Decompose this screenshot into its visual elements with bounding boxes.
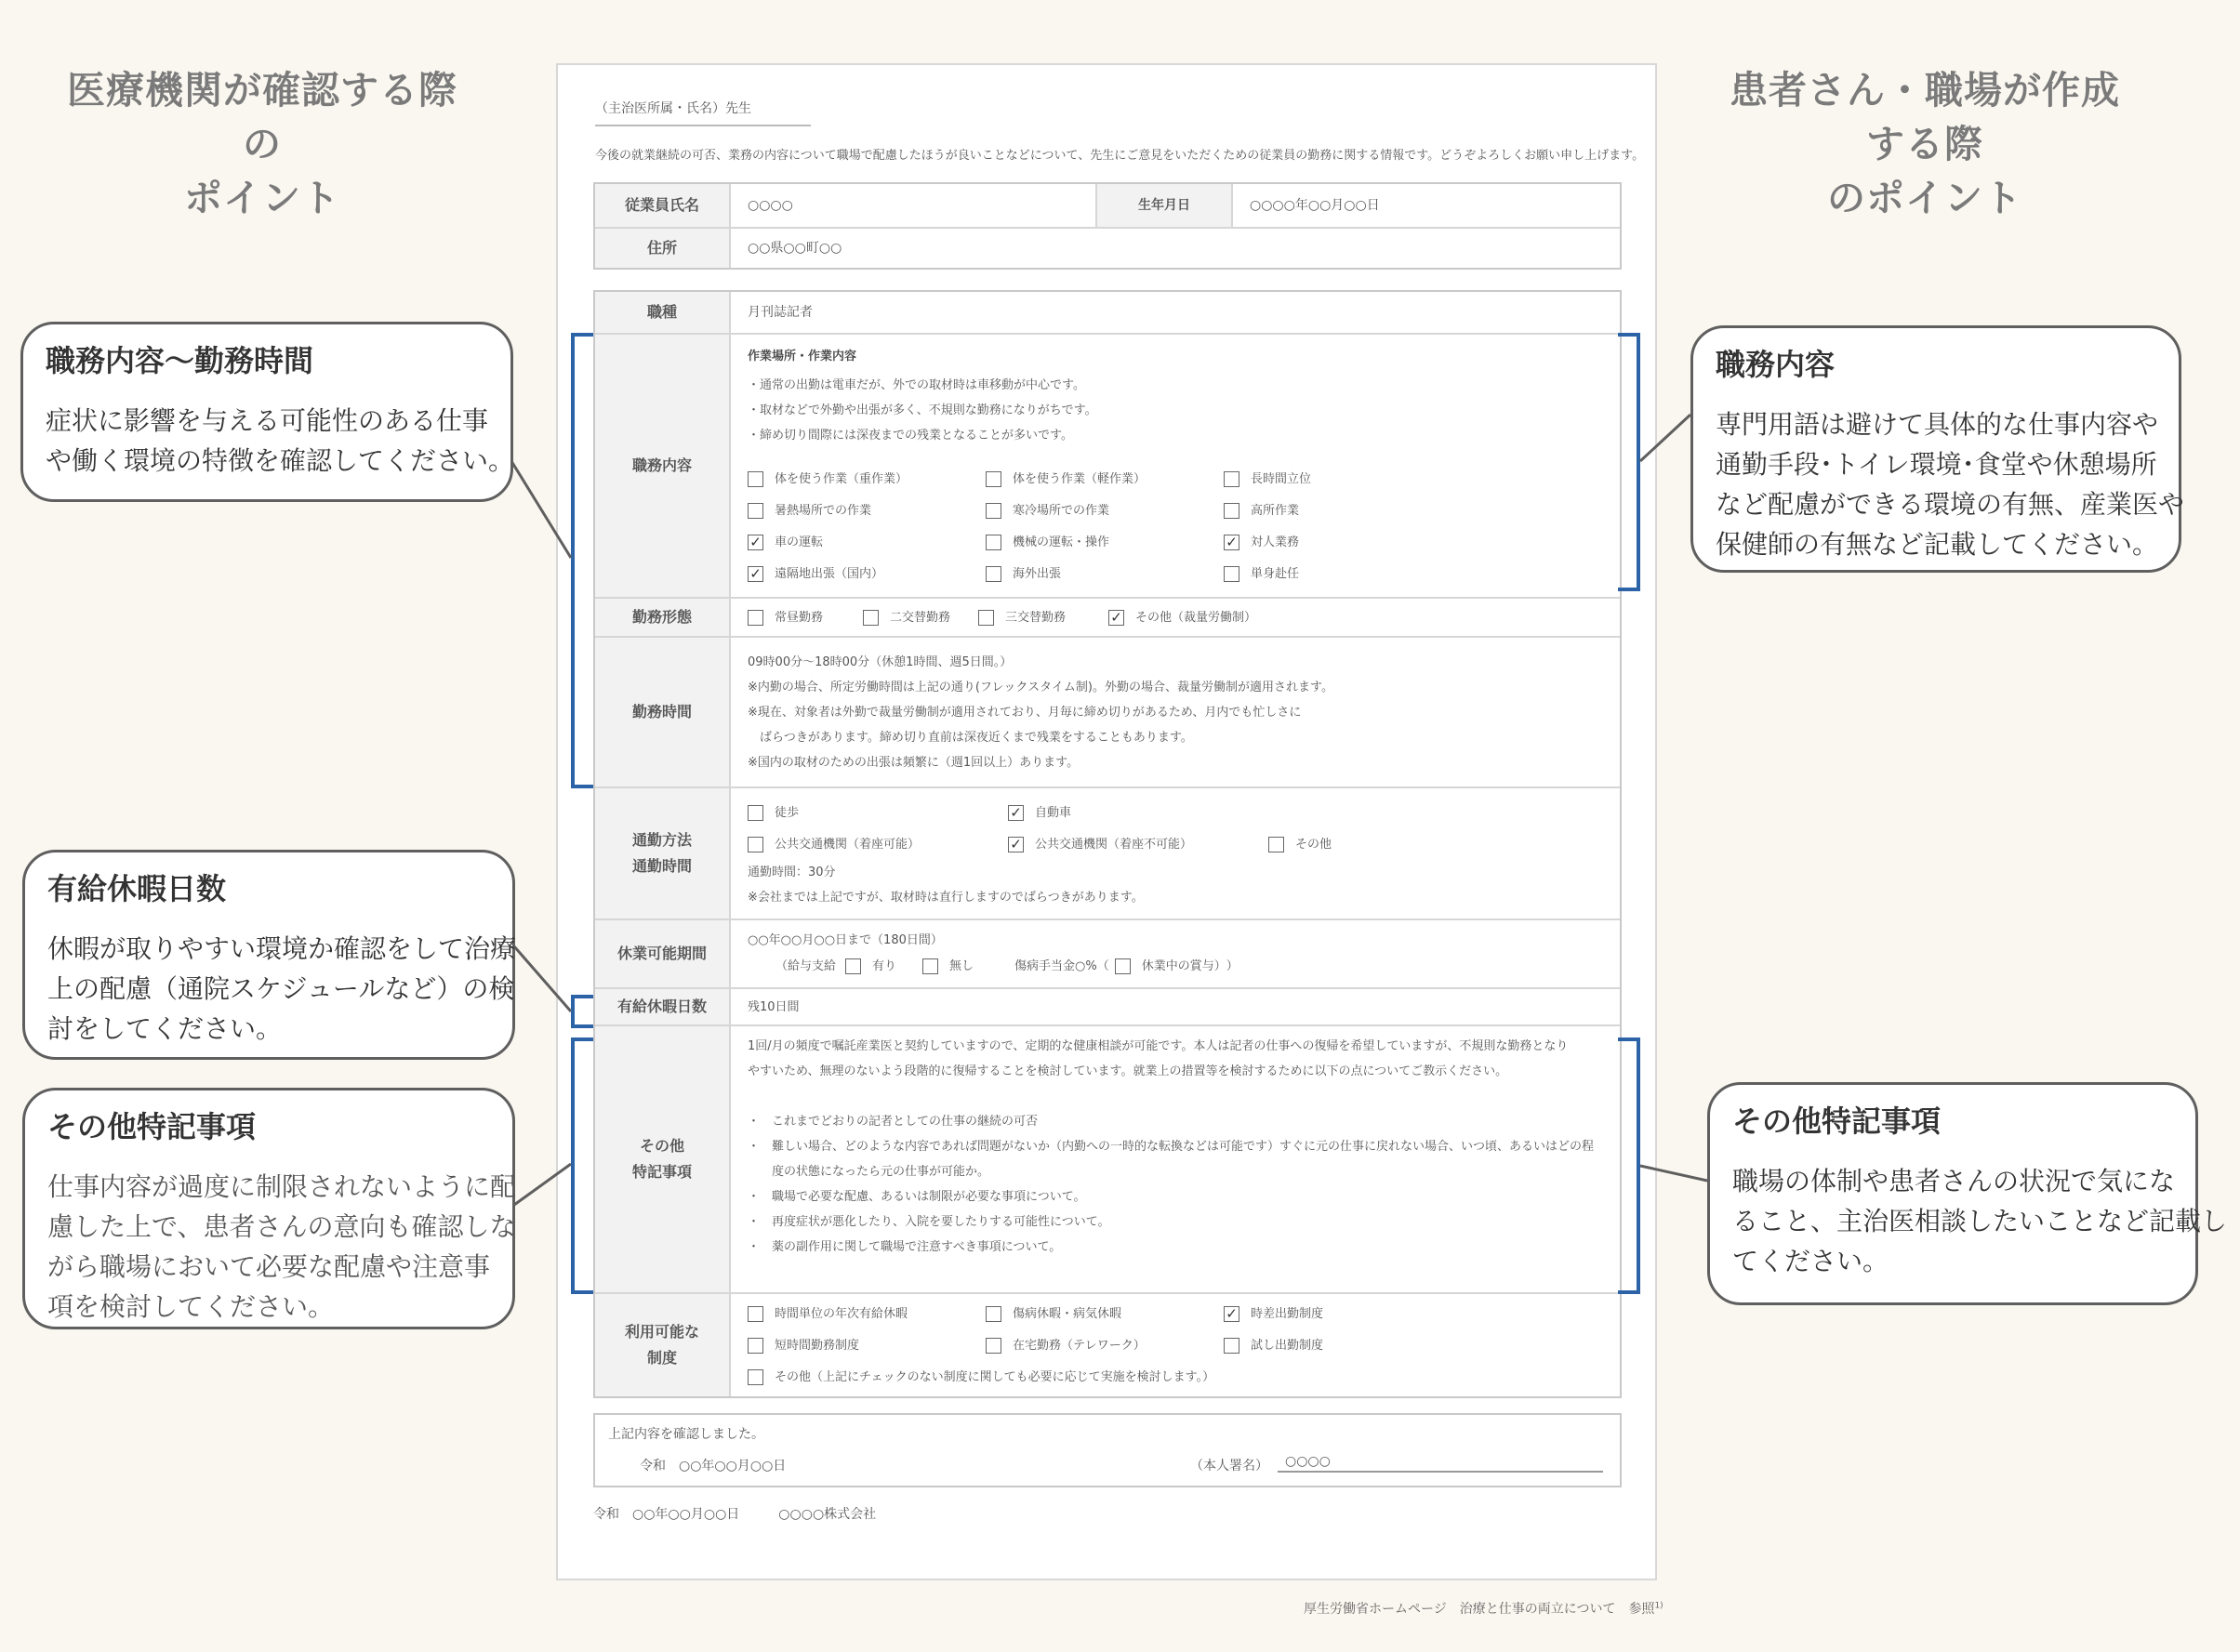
checkbox-label: 車の運転 xyxy=(775,535,824,549)
checkbox-label: 高所作業 xyxy=(1251,503,1300,518)
commute-time: 通勤時間：30分 xyxy=(748,866,836,879)
callout-duty-hours: 職務内容〜勤務時間 症状に影響を与える可能性のある仕事 や働く環境の特徴を確認してください。 xyxy=(20,322,513,502)
systems-label: 利用可能な 制度 xyxy=(595,1294,731,1396)
other-line: 1回/月の頻度で嘱託産業医と契約していますので、定期的な健康相談が可能です。本人は記者の仕事への復帰を希望していますが、不規則な勤務となり xyxy=(748,1039,1569,1053)
other-line: ・ これまでどおりの記者としての仕事の継続の可否 xyxy=(748,1115,1039,1129)
work-form-label: 勤務形態 xyxy=(595,599,731,636)
callout-paid-leave: 有給休暇日数 休暇が取りやすい環境か確認をして治療 上の配慮（通院スケジュールなど）の検 討をしてください。 xyxy=(22,850,515,1060)
dob-label: 生年月日 xyxy=(1097,184,1233,227)
callout-duty-right: 職務内容 専門用語は避けて具体的な仕事内容や 通勤手段･トイレ環境･食堂や休憩場所 など配慮ができる環境の有無、産業医や 保健師の有無など記載してください。 xyxy=(1690,325,2181,573)
leave-label: 休業可能期間 xyxy=(595,920,731,987)
checkbox[interactable]: ✓ xyxy=(1224,1306,1239,1322)
checkbox-label: 体を使う作業（重作業） xyxy=(775,471,908,486)
checkbox-label: 長時間立位 xyxy=(1251,471,1312,486)
hours-line: ばらつきがあります。締め切り直前は深夜近くまで残業をすることもあります。 xyxy=(748,730,1193,745)
checkbox-label: 寒冷場所での作業 xyxy=(1013,503,1110,518)
company-date-line: 令和 ○○年○○月○○日 ○○○○株式会社 xyxy=(593,1507,877,1522)
checkbox-label: 傷病休暇・病気休暇 xyxy=(1013,1306,1122,1321)
commute-label: 通勤方法 通勤時間 xyxy=(595,788,731,919)
other-label: その他 特記事項 xyxy=(595,1026,731,1292)
checkbox-label: 体を使う作業（軽作業） xyxy=(1013,471,1147,486)
hours-line: ※国内の取材のための出張は頻繁に（週1回以上）あります。 xyxy=(748,755,1080,770)
employee-name-label: 従業員氏名 xyxy=(595,184,731,227)
checkbox-label: 単身赴任 xyxy=(1251,566,1300,581)
checkbox[interactable]: ✓ xyxy=(1008,837,1024,852)
signature-field[interactable]: ○○○○ xyxy=(1278,1454,1603,1473)
checkbox-label: 試し出勤制度 xyxy=(1251,1338,1324,1353)
checkbox[interactable]: ✓ xyxy=(1108,610,1124,626)
duty-line: ・取材などで外勤や出張が多く、不規則な勤務になりがちです。 xyxy=(748,403,1097,417)
checkbox[interactable]: ✓ xyxy=(1008,805,1024,821)
hours-line: 09時00分～18時00分（休憩1時間、週5日間。） xyxy=(748,654,1013,669)
confirm-text: 上記内容を確認しました。 xyxy=(608,1427,764,1442)
checkbox-label: 遠隔地出張（国内） xyxy=(775,566,884,581)
checkbox-label: その他（裁量労働制） xyxy=(1135,610,1257,625)
checkbox-label: 公共交通機関（着座可能） xyxy=(775,837,921,852)
checkbox-label: その他（上記にチェックのない制度に関しても必要に応じて実施を検討します。） xyxy=(775,1369,1215,1384)
checkbox-label: 在宅勤務（テレワーク） xyxy=(1013,1338,1146,1353)
other-line: ・ 薬の副作用に関して職場で注意すべき事項について。 xyxy=(748,1240,1062,1254)
checkbox-label: 機械の運転・操作 xyxy=(1013,535,1110,549)
signature-label: （本人署名） xyxy=(1190,1459,1268,1474)
dob-value: ○○○○年○○月○○日 xyxy=(1250,197,1380,213)
paid-days-label: 有給休暇日数 xyxy=(595,989,731,1024)
duties-label: 職務内容 xyxy=(595,335,731,597)
callout-other-left: その他特記事項 仕事内容が過度に制限されないように配 慮した上で、患者さんの意向も確認しな がら職場において必要な配慮や注意事 項を検討してください。 xyxy=(22,1088,515,1329)
checkbox[interactable]: ✓ xyxy=(748,535,763,550)
duty-line: ・通常の出勤は電車だが、外での取材時は車移動が中心です。 xyxy=(748,378,1085,392)
commute-note: ※会社までは上記ですが、取材時は直行しますのでばらつきがあります。 xyxy=(748,891,1144,905)
checkbox-label: 暑熱場所での作業 xyxy=(775,503,872,518)
duty-line: ・締め切り間際には深夜までの残業となることが多いです。 xyxy=(748,429,1073,443)
other-line: やすいため、無理のないよう段階的に復帰することを検討しています。就業上の措置等を検討するために以下の点についてご教示ください。 xyxy=(748,1064,1508,1078)
leave-period: ○○年○○月○○日まで（180日間） xyxy=(748,932,943,947)
confirm-date: 令和 ○○年○○月○○日 xyxy=(640,1459,787,1474)
work-hours-label: 勤務時間 xyxy=(595,638,731,786)
checkbox-label: 三交替勤務 xyxy=(1005,610,1067,625)
other-line: 度の状態になったら元の仕事が可能か。 xyxy=(748,1165,990,1179)
hours-line: ※現在、対象者は外勤で裁量労働制が適用されており、月毎に締め切りがあるため、月内でも忙しさに xyxy=(748,705,1302,720)
right-header: 患者さん・職場が作成する際 のポイント xyxy=(1730,68,2120,220)
doctor-addressee: （主治医所属・氏名）先生 xyxy=(595,99,811,126)
checkbox-label: 徒歩 xyxy=(775,805,800,820)
other-line: ・ 再度症状が悪化したり、入院を要したりする可能性について。 xyxy=(748,1215,1110,1229)
checkbox-label: 二交替勤務 xyxy=(890,610,951,625)
checkbox-label: 短時間勤務制度 xyxy=(775,1338,860,1353)
job-type-label: 職種 xyxy=(595,292,731,333)
hours-line: ※内勤の場合、所定労働時間は上記の通り(フレックスタイム制)。外勤の場合、裁量労働制が適用されます。 xyxy=(748,680,1333,694)
checkbox-label: 常昼勤務 xyxy=(775,610,824,625)
checkbox-label: 時差出勤制度 xyxy=(1251,1306,1324,1321)
leave-pay-row: （給与支給 有り 無し 傷病手当金○%（ 休業中の賞与） ） xyxy=(775,959,1239,973)
employee-name: ○○○○ xyxy=(731,184,1097,227)
checkbox-label: 海外出張 xyxy=(1013,566,1062,581)
source-footnote: 厚生労働省ホームページ 治療と仕事の両立について 参照$^{1)}$ xyxy=(1304,1601,1663,1617)
other-line: ・ 難しい場合、どのような内容であれば問題がないか（内勤への一時的な転換などは可能です）すぐに元の仕事に戻れない場合、いつ頃、あるいはどの程 xyxy=(748,1140,1595,1154)
job-type-value: 月刊誌記者 xyxy=(748,304,813,320)
paid-days-value: 残10日間 xyxy=(748,999,800,1014)
checkbox[interactable]: ✓ xyxy=(748,566,763,582)
address-label: 住所 xyxy=(595,229,731,268)
intro-text: 今後の就業継続の可否、業務の内容について職場で配慮したほうが良いことなどについて、先生にご意見をいただくための従業員の勤務に関する情報です。どうぞよろしくお願い申し上げます。 xyxy=(595,149,1645,163)
callout-other-right: その他特記事項 職場の体制や患者さんの状況で気にな ること、主治医相談したいことなど記載し てください。 xyxy=(1707,1082,2198,1305)
checkbox-label: 公共交通機関（着座不可能） xyxy=(1035,837,1193,852)
left-header: 医療機関が確認する際の ポイント xyxy=(67,68,457,220)
checkbox[interactable]: ✓ xyxy=(1224,535,1239,550)
checkbox-label: その他 xyxy=(1295,837,1332,852)
checkbox-label: 時間単位の年次有給休暇 xyxy=(775,1306,908,1321)
checkbox-label: 自動車 xyxy=(1035,805,1072,820)
duties-subtitle: 作業場所・作業内容 xyxy=(748,350,857,363)
address-value: ○○県○○町○○ xyxy=(748,240,842,256)
checkbox-label: 対人業務 xyxy=(1251,535,1300,549)
other-line: ・ 職場で必要な配慮、あるいは制限が必要な事項について。 xyxy=(748,1190,1086,1204)
